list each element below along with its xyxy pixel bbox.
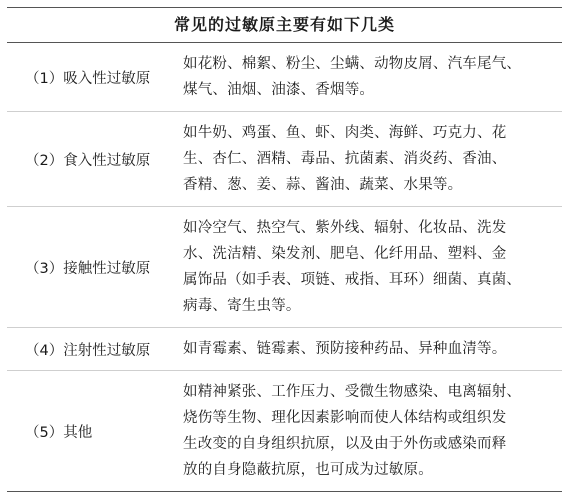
category-description xyxy=(183,43,562,111)
description-line: 如青霉素、链霉素、预防接种药品、异种血清等。 xyxy=(183,341,507,357)
description-line: 如牛奶、鸡蛋、鱼、虾、肉类、海鲜、巧克力、花 xyxy=(183,125,507,141)
table-row xyxy=(7,371,562,491)
category-label: （4）注射性过敏原 xyxy=(25,342,151,359)
category-label: （5）其他 xyxy=(25,424,93,441)
description-line: 水、洗洁精、染发剂、肥皂、化纤用品、塑料、金 xyxy=(183,246,507,262)
category-description xyxy=(183,207,562,327)
description-line: 煤气、油烟、油漆、香烟等。 xyxy=(183,82,375,98)
description-line: 烧伤等生物、理化因素影响而使人体结构或组织发 xyxy=(183,410,507,426)
table-row xyxy=(7,207,562,328)
description-line: 病毒、寄生虫等。 xyxy=(183,298,301,314)
description-line: 如冷空气、热空气、紫外线、辐射、化妆品、洗发 xyxy=(183,220,507,236)
category-label: （1）吸入性过敏原 xyxy=(25,70,151,87)
description-line: 香精、葱、姜、蒜、酱油、蔬菜、水果等。 xyxy=(183,177,463,193)
description-line: 如花粉、棉絮、粉尘、尘螨、动物皮屑、汽车尾气、 xyxy=(183,56,522,72)
description-line: 生、杏仁、酒精、毒品、抗菌素、消炎药、香油、 xyxy=(183,151,507,167)
category-label: （3）接触性过敏原 xyxy=(25,260,151,277)
description-line: 生改变的自身组织抗原，以及由于外伤或感染而释 xyxy=(183,436,507,452)
category-description xyxy=(183,328,562,370)
category-description xyxy=(183,112,562,206)
table-row xyxy=(7,43,562,112)
table-title: 常见的过敏原主要有如下几类 xyxy=(7,8,562,43)
table-row xyxy=(7,112,562,207)
category-label: （2）食入性过敏原 xyxy=(25,152,151,169)
description-line: 如精神紧张、工作压力、受微生物感染、电离辐射、 xyxy=(183,384,522,400)
table-row xyxy=(7,328,562,371)
description-line: 放的自身隐蔽抗原，也可成为过敏原。 xyxy=(183,462,433,478)
description-line: 属饰品（如手表、项链、戒指、耳环）细菌、真菌、 xyxy=(183,272,522,288)
category-description xyxy=(183,371,562,491)
allergen-table xyxy=(7,7,562,492)
